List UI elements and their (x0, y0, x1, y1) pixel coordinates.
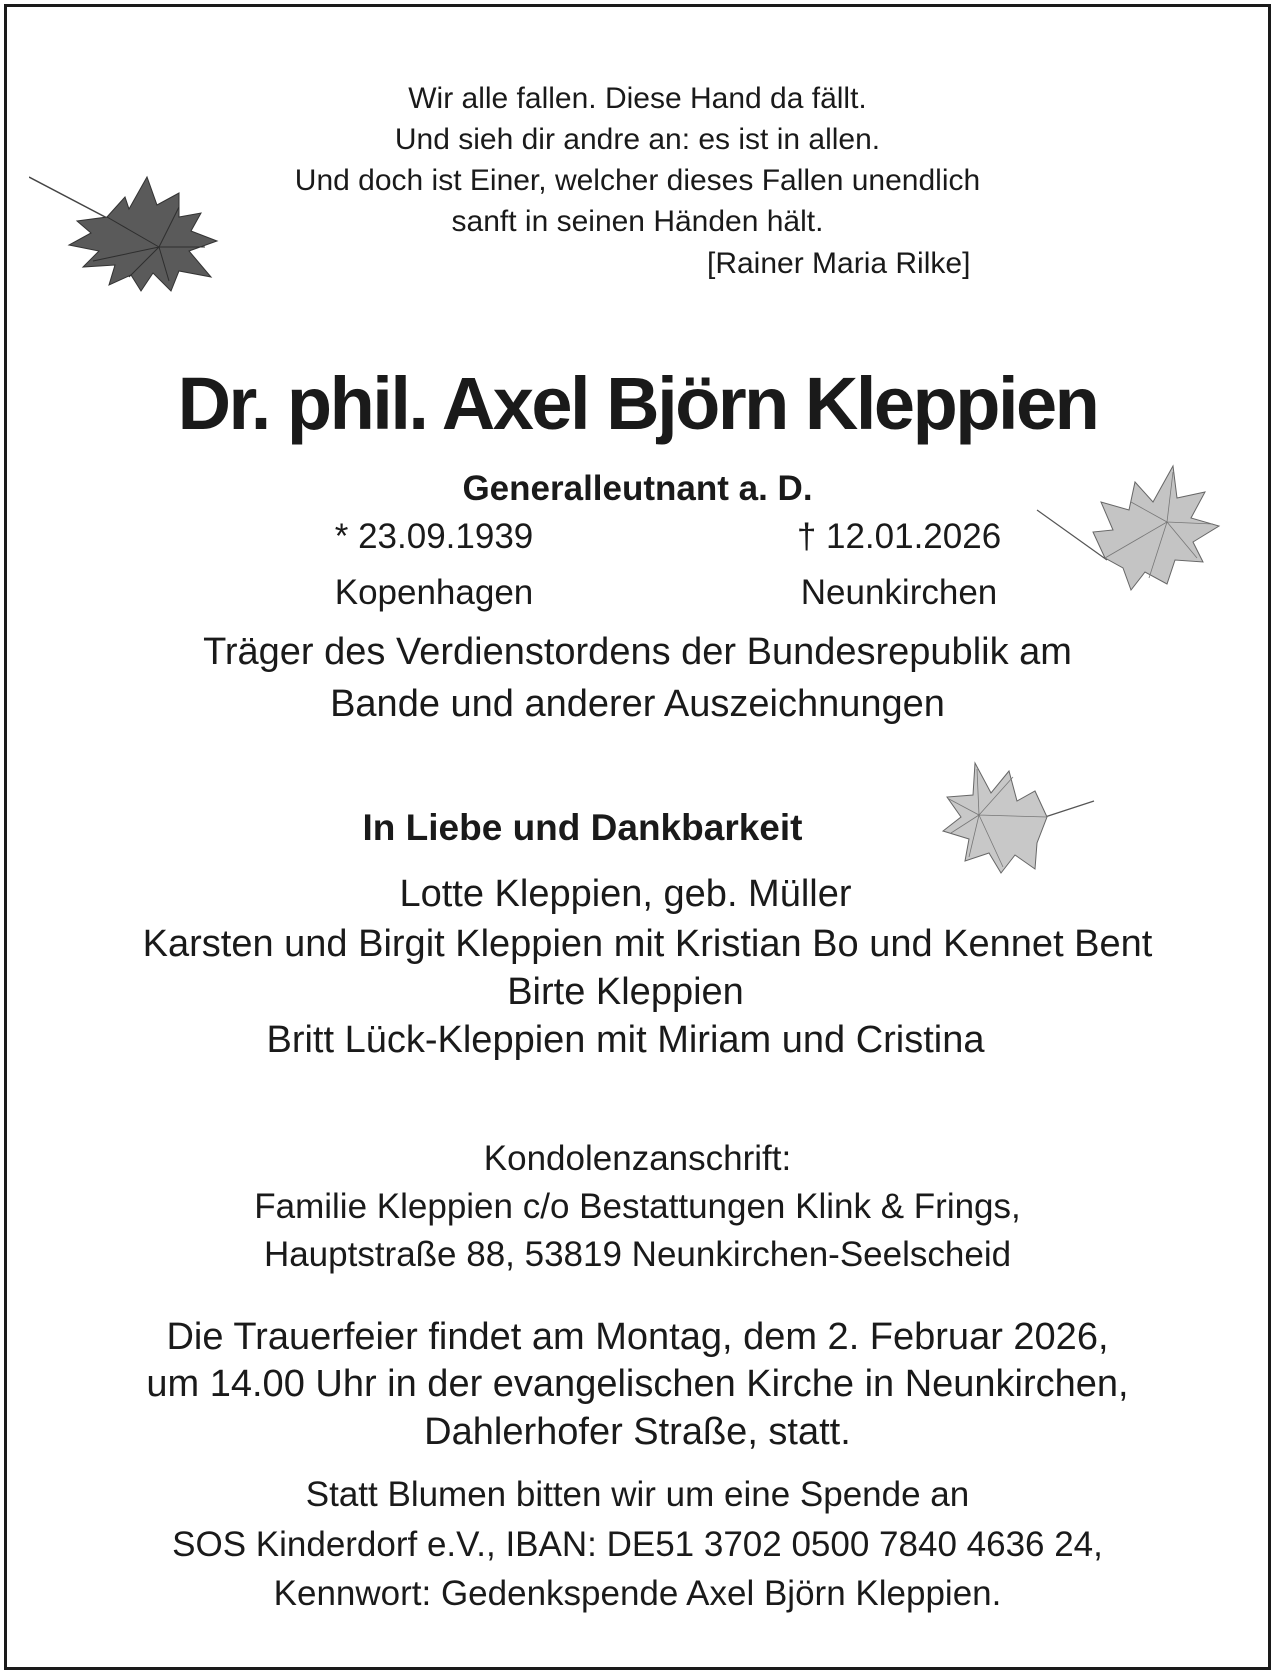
birth-place: Kopenhagen (334, 573, 534, 612)
poem-attribution: [Rainer Maria Rilke] (707, 247, 971, 280)
funeral-info-line: um 14.00 Uhr in der evangelischen Kirche in Neunkirchen, (146, 1363, 1129, 1405)
maple-leaf-icon (1027, 462, 1227, 602)
birth-date: * 23.09.1939 (334, 517, 534, 556)
poem-line: sanft in seinen Händen hält. (451, 205, 824, 238)
donation-line: SOS Kinderdorf e.V., IBAN: DE51 3702 0500 7840 4636 24, (172, 1525, 1103, 1564)
honors-line: Bande und anderer Auszeichnungen (330, 683, 945, 725)
condolence-heading: Kondolenzanschrift: (483, 1139, 792, 1178)
condolence-address-line: Familie Kleppien c/o Bestattungen Klink & Frings, (254, 1187, 1021, 1226)
mourner-name: Birte Kleppien (507, 971, 744, 1013)
mourners-heading: In Liebe und Dankbarkeit (362, 807, 803, 848)
deceased-rank: Generalleutnant a. D. (462, 469, 813, 508)
condolence-address-line: Hauptstraße 88, 53819 Neunkirchen-Seelscheid (263, 1235, 1012, 1274)
maple-leaf-icon (29, 167, 229, 307)
deceased-name: Dr. phil. Axel Björn Kleppien (177, 362, 1098, 445)
donation-line: Statt Blumen bitten wir um eine Spende an (305, 1475, 970, 1514)
funeral-info-line: Dahlerhofer Straße, statt. (424, 1411, 851, 1453)
mourner-name: Britt Lück-Kleppien mit Miriam und Cristina (266, 1019, 985, 1061)
poem-line: Und doch ist Einer, welcher dieses Fallen unendlich (294, 164, 981, 197)
mourner-name: Karsten und Birgit Kleppien mit Kristian Bo und Kennet Bent (142, 923, 1153, 965)
obituary-frame (4, 4, 1271, 1670)
donation-line: Kennwort: Gedenkspende Axel Björn Kleppien. (273, 1574, 1002, 1613)
funeral-info-line: Die Trauerfeier findet am Montag, dem 2. Februar 2026, (166, 1316, 1109, 1358)
honors-line: Träger des Verdienstordens der Bundesrepublik am (203, 631, 1072, 673)
death-date: † 12.01.2026 (796, 517, 1002, 556)
death-place: Neunkirchen (800, 573, 998, 612)
poem-line: Und sieh dir andre an: es ist in allen. (394, 123, 881, 156)
mourner-name: Lotte Kleppien, geb. Müller (399, 873, 852, 915)
maple-leaf-icon (939, 757, 1099, 877)
poem-line: Wir alle fallen. Diese Hand da fällt. (408, 82, 867, 115)
